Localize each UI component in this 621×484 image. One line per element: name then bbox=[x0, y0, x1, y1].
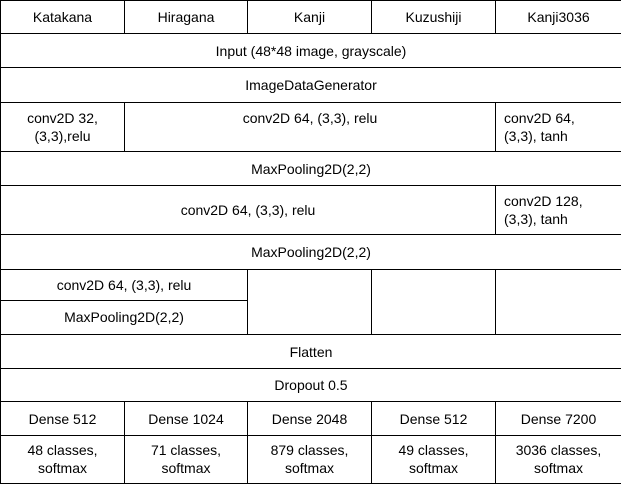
output-katakana-cell bbox=[1, 435, 125, 483]
output-kanji-line2: softmax bbox=[284, 460, 334, 477]
conv3-conv-cell: conv2D 64, (3,3), relu bbox=[1, 269, 248, 300]
conv3-pool-cell: MaxPooling2D(2,2) bbox=[1, 300, 248, 334]
output-hiragana-cell bbox=[125, 435, 248, 483]
output-kanji3036-line2: softmax bbox=[533, 460, 583, 477]
header-row bbox=[1, 1, 621, 34]
output-kanji3036-line1: 3036 classes, bbox=[515, 442, 602, 459]
output-kanji-cell bbox=[248, 435, 372, 483]
conv3-row bbox=[1, 269, 621, 300]
conv1-kanji3036-line1: conv2D 64, bbox=[504, 109, 575, 126]
output-kuzushiji-cell bbox=[372, 435, 496, 483]
dense-kanji-cell: Dense 2048 bbox=[248, 402, 372, 435]
conv2-row bbox=[1, 186, 621, 235]
flatten-row bbox=[1, 335, 621, 369]
dense-kuzushiji-cell: Dense 512 bbox=[372, 402, 496, 435]
conv1-kanji3036-cell bbox=[496, 102, 621, 151]
conv1-shared-cell: conv2D 64, (3,3), relu bbox=[125, 102, 496, 151]
output-kuzushiji-line1: 49 classes, bbox=[398, 442, 469, 459]
conv1-katakana-cell bbox=[1, 102, 125, 151]
input-cell: Input (48*48 image, grayscale) bbox=[1, 34, 621, 68]
input-row bbox=[1, 34, 621, 68]
header-kuzushiji: Kuzushiji bbox=[372, 1, 496, 34]
output-katakana-line2: softmax bbox=[37, 460, 87, 477]
conv2-kanji3036-line1: conv2D 128, bbox=[504, 193, 583, 210]
header-kanji: Kanji bbox=[248, 1, 372, 34]
pool2-cell: MaxPooling2D(2,2) bbox=[1, 235, 621, 269]
header-hiragana: Hiragana bbox=[125, 1, 248, 34]
conv1-kanji3036-line2: (3,3), tanh bbox=[504, 127, 568, 144]
output-kanji-line1: 879 classes, bbox=[270, 442, 349, 459]
pool1-cell: MaxPooling2D(2,2) bbox=[1, 151, 621, 185]
pool2-row bbox=[1, 235, 621, 269]
generator-cell: ImageDataGenerator bbox=[1, 68, 621, 102]
pool1-row bbox=[1, 151, 621, 185]
conv3-kanji3036-empty-cell bbox=[496, 269, 621, 334]
output-katakana-line1: 48 classes, bbox=[27, 442, 98, 459]
dense-katakana-cell: Dense 512 bbox=[1, 402, 125, 435]
conv2-kanji3036-cell bbox=[496, 186, 621, 235]
flatten-cell: Flatten bbox=[1, 335, 621, 369]
conv1-katakana-line2: (3,3),relu bbox=[34, 127, 91, 144]
conv2-kanji3036-line2: (3,3), tanh bbox=[504, 211, 568, 228]
conv2-shared-cell: conv2D 64, (3,3), relu bbox=[1, 186, 496, 235]
dropout-row bbox=[1, 369, 621, 402]
dropout-cell: Dropout 0.5 bbox=[1, 369, 621, 402]
conv1-row bbox=[1, 102, 621, 151]
dense-row bbox=[1, 402, 621, 435]
output-hiragana-line2: softmax bbox=[161, 460, 211, 477]
dense-hiragana-cell: Dense 1024 bbox=[125, 402, 248, 435]
conv3-kuzushiji-empty-cell bbox=[372, 269, 496, 334]
dense-kanji3036-cell: Dense 7200 bbox=[496, 402, 621, 435]
conv1-katakana-line1: conv2D 32, bbox=[27, 109, 98, 126]
generator-row bbox=[1, 68, 621, 102]
output-kanji3036-cell bbox=[496, 435, 621, 483]
header-kanji3036: Kanji3036 bbox=[496, 1, 621, 34]
conv3-kanji-empty-cell bbox=[248, 269, 372, 334]
output-kuzushiji-line2: softmax bbox=[408, 460, 458, 477]
output-hiragana-line1: 71 classes, bbox=[150, 442, 222, 459]
output-row bbox=[1, 435, 621, 483]
header-katakana: Katakana bbox=[1, 1, 125, 34]
